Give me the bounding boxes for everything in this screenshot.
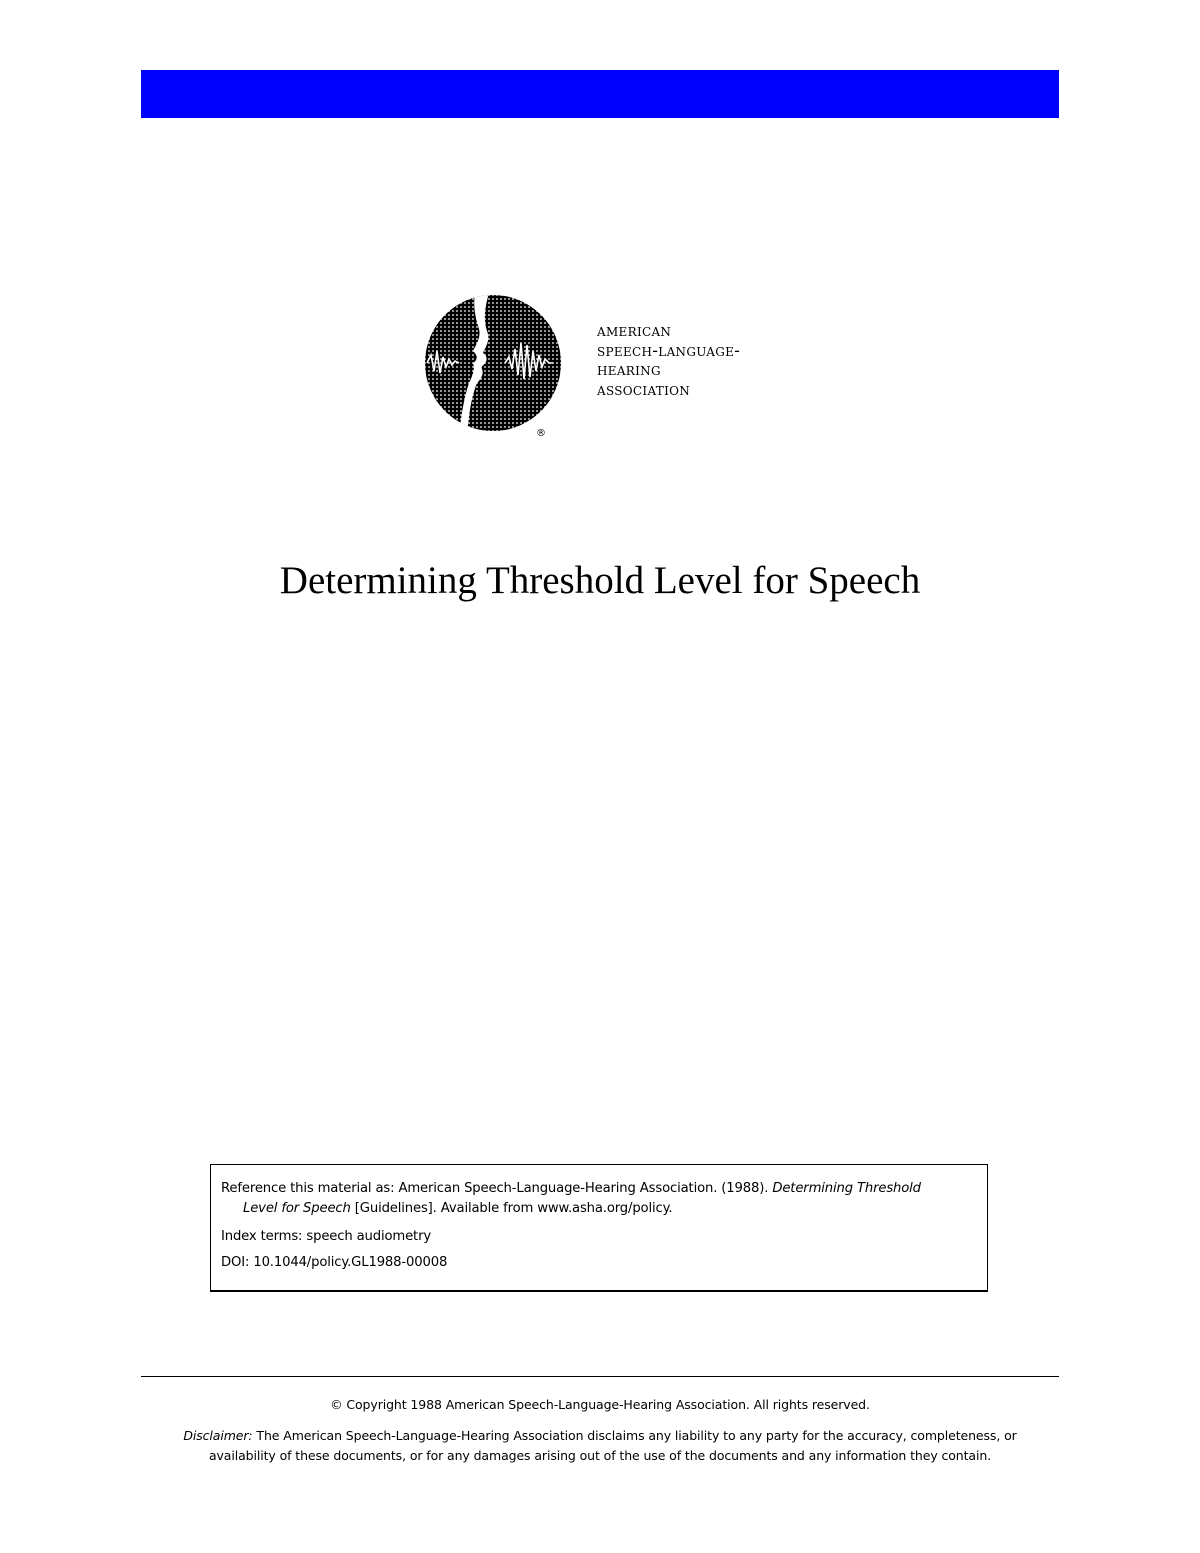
- disclaimer: [160, 1426, 1040, 1466]
- top-color-bar: [141, 70, 1059, 118]
- logo-line-association: association: [597, 379, 691, 400]
- disclaimer-line-1: [160, 1426, 1040, 1446]
- logo-line-american: american: [597, 321, 672, 341]
- registered-mark: ®: [536, 428, 546, 438]
- document-title: Determining Threshold Level for Speech: [279, 559, 921, 602]
- reference-line-2: [221, 1199, 981, 1219]
- doi-label: DOI:: [221, 1255, 250, 1270]
- disclaimer-label: Disclaimer:: [183, 1428, 253, 1443]
- index-terms-value: speech audiometry: [306, 1229, 432, 1244]
- doi-line: [221, 1253, 981, 1273]
- asha-logo-icon: [423, 293, 563, 438]
- copyright-notice: © Copyright 1988 American Speech-Language-Hearing Association. All rights reserved.: [330, 1397, 870, 1412]
- reference-citation-start: American Speech-Language-Hearing Association. (1988).: [398, 1181, 769, 1196]
- index-terms-label: Index terms:: [221, 1229, 303, 1244]
- disclaimer-text-1: The American Speech-Language-Hearing Association disclaims any liability to any party for the accuracy, completeness, or: [256, 1428, 1017, 1443]
- logo-line-hearing: hearing: [597, 360, 661, 380]
- disclaimer-text-2: availability of these documents, or for any damages arising out of the use of the documents and any information they contain.: [208, 1448, 992, 1463]
- reference-citation-title-1: Determining Threshold: [772, 1181, 921, 1196]
- reference-citation-end: [Guidelines]. Available from www.asha.org/policy.: [354, 1201, 673, 1216]
- reference-label: Reference this material as:: [221, 1181, 395, 1196]
- logo-line-speech-language: speech-language-: [597, 340, 741, 361]
- logo-wordmark: [597, 322, 740, 400]
- reference-citation-title-2: Level for Speech: [243, 1201, 351, 1216]
- doi-value: 10.1044/policy.GL1988-00008: [253, 1255, 448, 1270]
- reference-box: [210, 1164, 988, 1292]
- footer-divider: [141, 1376, 1059, 1377]
- reference-line-1: [221, 1179, 981, 1199]
- index-terms-line: [221, 1227, 981, 1247]
